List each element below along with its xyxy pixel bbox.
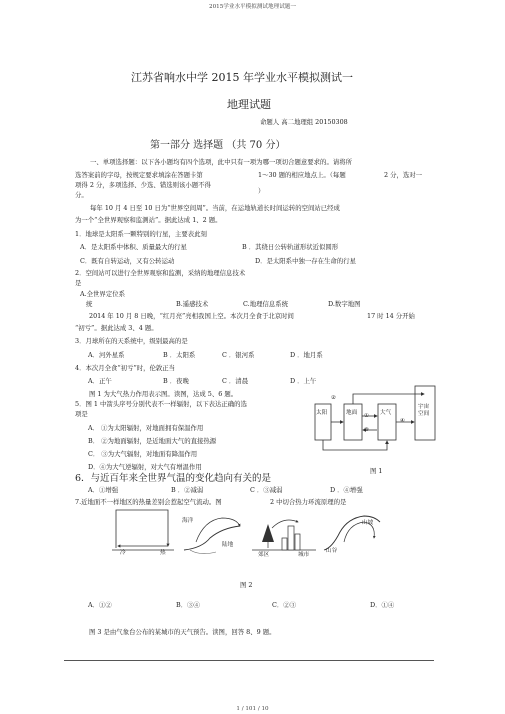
instructions-line-3: 1～30 题的相应地点上。（每题 bbox=[258, 171, 346, 179]
instructions-line-7: ） bbox=[258, 187, 265, 195]
q3-option-b: B ．太阳系 bbox=[163, 351, 196, 359]
section-heading: 第一部分 选择题 （共 70 分） bbox=[150, 140, 286, 151]
q6-option-a: A．①增强 bbox=[88, 486, 119, 494]
ground-label: 地面 bbox=[346, 410, 358, 416]
q2-option-c: C.地理信息系统 bbox=[243, 300, 289, 308]
figure-2-diagram bbox=[112, 502, 382, 560]
exam-subtitle: 地理试题 bbox=[227, 98, 271, 111]
q1-option-d: D．是太阳系中独一存在生命的行星 bbox=[255, 257, 356, 265]
context-2-line-1: 2014 年 10 月 8 日晚，“红月亮”亮相我国上空。本次月全食于北京时间 bbox=[89, 312, 294, 320]
q1-option-c: C．既有自转运动，又有公转运动 bbox=[80, 257, 175, 265]
q3-stem: 3．月球所在的天系统中，级别最高的是 bbox=[75, 337, 188, 345]
q6-option-b: B ．②减弱 bbox=[171, 486, 204, 494]
fig2-label-land: 陆地 bbox=[222, 542, 234, 548]
atmosphere-label: 大气 bbox=[380, 410, 392, 416]
arrow-sun-atm bbox=[323, 440, 387, 450]
q7-stem-mid: 2 中切合热力环流原理的是 bbox=[270, 498, 347, 506]
context-1-line-2: 为一个“全世界观察和监测站”。据此达成 1、2 题。 bbox=[75, 216, 222, 224]
arrow-label-1: ① bbox=[364, 413, 370, 419]
q4-option-d: D ．上午 bbox=[290, 377, 317, 385]
q4-option-a: A．正午 bbox=[88, 377, 112, 385]
q3-option-d: D ．地月系 bbox=[290, 351, 323, 359]
panel-1-cold-hot bbox=[112, 510, 174, 550]
q4-stem: 4．本次月全食“初亏”时，伦敦正当 bbox=[75, 364, 176, 372]
figure-2-caption: 图 2 bbox=[240, 581, 253, 589]
q7-stem: 7.近地面不一样地区的热量差别会惹起空气流动。图 bbox=[75, 498, 222, 506]
fig2-label-hot: 热 bbox=[160, 550, 166, 556]
q5-option-c: C． ③为大气辐射，对地面有降温作用 bbox=[88, 450, 198, 458]
q1-stem: 1．地球是太阳系一颗特别的行星，主要表此刻 bbox=[75, 230, 207, 238]
fig2-label-slope: 山坡 bbox=[362, 520, 374, 526]
q5-option-d: D．④为大气逆辐射，对大气有增温作用 bbox=[88, 463, 202, 471]
q7-option-b: B．③④ bbox=[176, 601, 200, 609]
instructions-line-6: 分。 bbox=[75, 191, 88, 199]
figure-1-caption: 图 1 bbox=[370, 467, 383, 475]
q5-option-a: A． ①为太阳辐射，对地面拥有保温作用 bbox=[88, 424, 204, 432]
instructions-line-2: 选答案前的字母，按规定要求填涂在答题卡第 bbox=[75, 171, 203, 179]
instructions-line-1: 一、单项选择题：以下各小题均有四个选项，此中只有一项为哪一项切合题意要求的。请将所 bbox=[90, 158, 353, 166]
q2-stem-2: 是 bbox=[75, 279, 82, 287]
exam-title: 江苏省响水中学 2015 年学业水平模拟测试一 bbox=[131, 71, 353, 84]
q1-option-a: A．是太阳系中体积、质量最大的行星 bbox=[80, 243, 187, 251]
fig2-label-suburb: 郊区 bbox=[258, 552, 270, 558]
context-1-line-1: 每年 10 月 4 日至 10 日为“世界空间周”。当前，在运地轨道长时间运转的空间站已经成 bbox=[90, 204, 340, 212]
context-4: 图 3 是由气象台公布的某城市的天气预告。读图，回答 8、9 题。 bbox=[89, 628, 276, 636]
instructions-line-4: 2 分，选对一 bbox=[384, 171, 423, 179]
q2-stem: 2．空间站可以进行全世界观察和监测，采纳的地理信息技术 bbox=[75, 269, 246, 277]
instructions-line-5: 项得 2 分，多项选择、少选、错选则该小题不得 bbox=[75, 181, 211, 189]
q3-option-c: C ．银河系 bbox=[222, 351, 255, 359]
q7-option-c: C．②③ bbox=[272, 601, 297, 609]
q6-stem: 6．与近百年来全世界气温的变化趋向有关的是 bbox=[75, 473, 272, 484]
fig2-label-sea: 海洋 bbox=[182, 518, 194, 524]
fig2-label-valley: 山谷 bbox=[326, 548, 338, 554]
q5-option-b: B． ②为地面辐射，是近地面大气的直接热源 bbox=[88, 437, 217, 445]
q3-option-a: A．河外星系 bbox=[88, 351, 125, 359]
exam-meta: 命题人 高二地理组 20150308 bbox=[260, 118, 348, 126]
q7-option-d: D．①④ bbox=[370, 601, 395, 609]
context-2-line-3: “初亏”。据此达成 3、4 题。 bbox=[75, 324, 158, 332]
q7-option-a: A．①② bbox=[88, 601, 112, 609]
figure-1-diagram bbox=[312, 382, 437, 462]
arrow-label-3: ③ bbox=[364, 427, 370, 433]
q2-option-a-2: 统 bbox=[86, 300, 93, 308]
q6-option-d: D ．④增强 bbox=[330, 486, 363, 494]
q2-option-a: A.全世界定位系 bbox=[80, 290, 125, 298]
fig2-label-cold: 冷 bbox=[120, 550, 126, 556]
q2-option-b: B.遥感技术 bbox=[176, 300, 209, 308]
sun-label: 太阳 bbox=[316, 410, 328, 416]
q1-option-b: B ．其绕日公转轨道形状近似圆形 bbox=[242, 243, 339, 251]
arrow-label-2: ② bbox=[331, 395, 337, 401]
arrow-ground-space bbox=[353, 394, 424, 404]
footer-divider bbox=[64, 660, 434, 661]
panel-3-suburb-city bbox=[252, 520, 316, 550]
q6-option-c: C ．③减弱 bbox=[250, 486, 283, 494]
q2-option-d: D.数字地图 bbox=[328, 300, 361, 308]
q4-option-b: B ．夜晚 bbox=[163, 377, 189, 385]
arrow-label-4: ④ bbox=[400, 418, 406, 424]
fig2-label-city: 城市 bbox=[298, 552, 310, 558]
space-label: 宇宙空间 bbox=[418, 404, 430, 417]
page-footer: 1 / 101 / 10 bbox=[236, 706, 269, 712]
q4-option-c: C ．清晨 bbox=[222, 377, 249, 385]
q5-stem: 5．图 1 中箭头序号分别代表不一样辐射，以下表达正确的选 bbox=[75, 400, 247, 408]
page-header: 2015学业水平模拟测试地理试题一 bbox=[209, 4, 296, 10]
context-2-line-2: 17 时 14 分开始 bbox=[367, 312, 415, 320]
q5-stem-2: 项是 bbox=[75, 410, 88, 418]
context-3: 图 1 为大气热力作用表示图。读图，达成 5、6 题。 bbox=[89, 390, 238, 398]
